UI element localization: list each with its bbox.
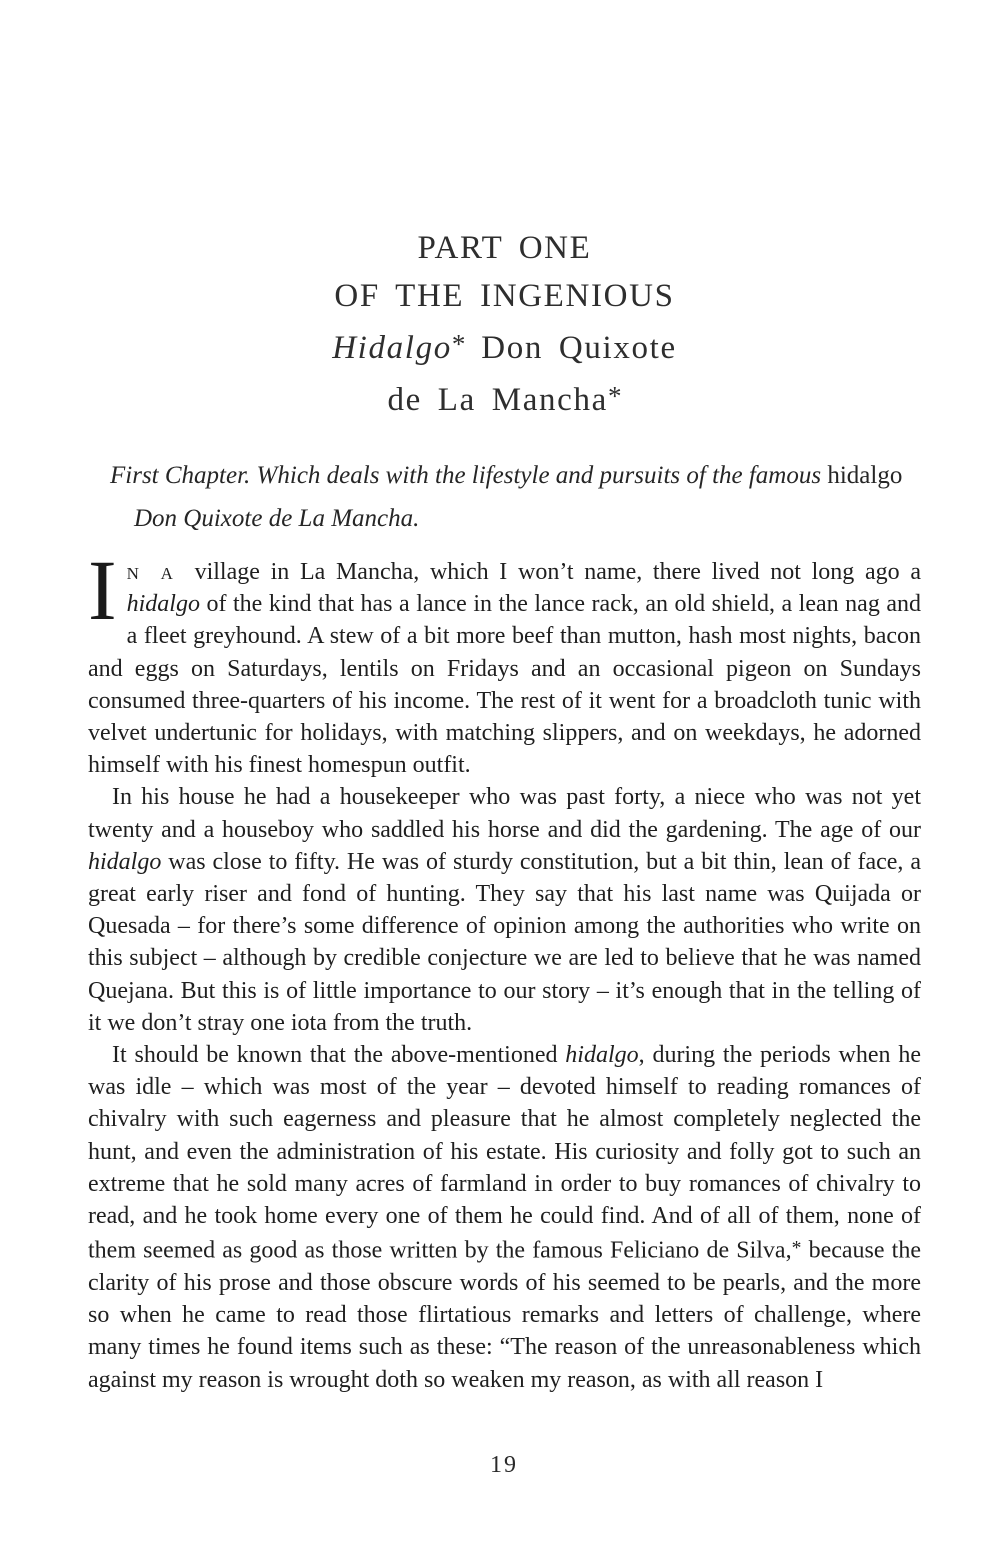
text-run-roman: hidalgo xyxy=(827,462,903,489)
text-run-italic: hidalgo xyxy=(88,848,162,875)
text-run-smallcaps: n a xyxy=(126,559,195,585)
page-number: 19 xyxy=(490,1452,518,1478)
text-run-star: * xyxy=(607,380,622,411)
text-run-star: * xyxy=(791,1237,802,1260)
text-run-italic: Don Quixote de La Mancha. xyxy=(134,505,420,532)
text-run-normal: In his house he had a housekeeper who was past forty, a niece who was not yet twenty and a houseboy who saddled his horse and did the gardening. The age of our xyxy=(88,784,921,843)
drop-cap: I xyxy=(88,542,117,638)
part-title-line-3 xyxy=(88,320,921,372)
part-title-line-1 xyxy=(88,224,921,272)
text-run-normal: de La Mancha xyxy=(387,381,608,418)
paragraph-opening xyxy=(88,542,921,781)
text-run-normal: of the kind that has a lance in the lance rack, an old shield, a lean nag and a fleet greyhound. A stew of a bit more beef than mutton, hash most nights, bacon and eggs on Saturdays, lentils on Fridays and an occasional pigeon on Sundays consumed three-quarters of his income. The rest of it went for a broadcloth tunic with velvet undertunic for holidays, with matching slippers, and on weekdays, he adorned himself with his finest homespun outfit. xyxy=(88,591,921,779)
paragraph-household xyxy=(88,781,921,1039)
body-text xyxy=(88,542,921,1396)
paragraph-reading xyxy=(88,1039,921,1396)
text-run-normal: OF THE INGENIOUS xyxy=(334,278,675,314)
text-run-italic: Hidalgo xyxy=(332,329,452,366)
text-run-normal: It should be known that the above-mentioned xyxy=(112,1042,566,1069)
part-title-line-2 xyxy=(88,272,921,320)
text-run-normal: because the clarity of his prose and those obscure words of his seemed to be pearls, and the more so when he came to read those flirtatious remarks and letters of challenge, where many times he found items such as these: “The reason of the unreasonableness which against my reason is wrought doth so weaken my reason, as with all reason I xyxy=(88,1237,921,1393)
part-title-line-4 xyxy=(88,372,921,424)
chapter-heading xyxy=(110,454,924,540)
text-run-normal: Don Quixote xyxy=(465,329,677,366)
text-run-normal: village in La Mancha, which I won’t name, there lived not long ago a xyxy=(194,559,921,585)
text-run-normal: , during the periods when he was idle – which was most of the year – devoted himself to reading romances of chivalry with such eagerness and pleasure that he almost completely neglected the hunt, and even the administration of his estate. His curiosity and folly got to such an extreme that he sold many acres of farmland in order to buy romances of chivalry to read, and he took home every one of them he could find. And of all of them, none of them seemed as good as those written by the famous Feliciano de Silva, xyxy=(88,1042,921,1264)
text-run-italic: hidalgo xyxy=(126,591,200,618)
paragraph-opening-text xyxy=(88,559,921,778)
text-run-star: * xyxy=(451,329,466,359)
text-run-italic: First Chapter. Which deals with the lifestyle and pursuits of the famous xyxy=(110,462,828,489)
text-run-normal: was close to fifty. He was of sturdy constitution, but a bit thin, lean of face, a great early riser and fond of hunting. They say that his last name was Quijada or Quesada – for there’s some difference of opinion among the authorities who write on this subject – although by credible conjecture we are led to believe that he was named Quejana. But this is of little importance to our story – it’s enough that in the telling of it we don’t stray one iota from the truth. xyxy=(88,848,921,1036)
part-title xyxy=(88,224,921,424)
text-run-normal: PART ONE xyxy=(417,230,592,266)
text-run-italic: hidalgo xyxy=(565,1042,639,1069)
